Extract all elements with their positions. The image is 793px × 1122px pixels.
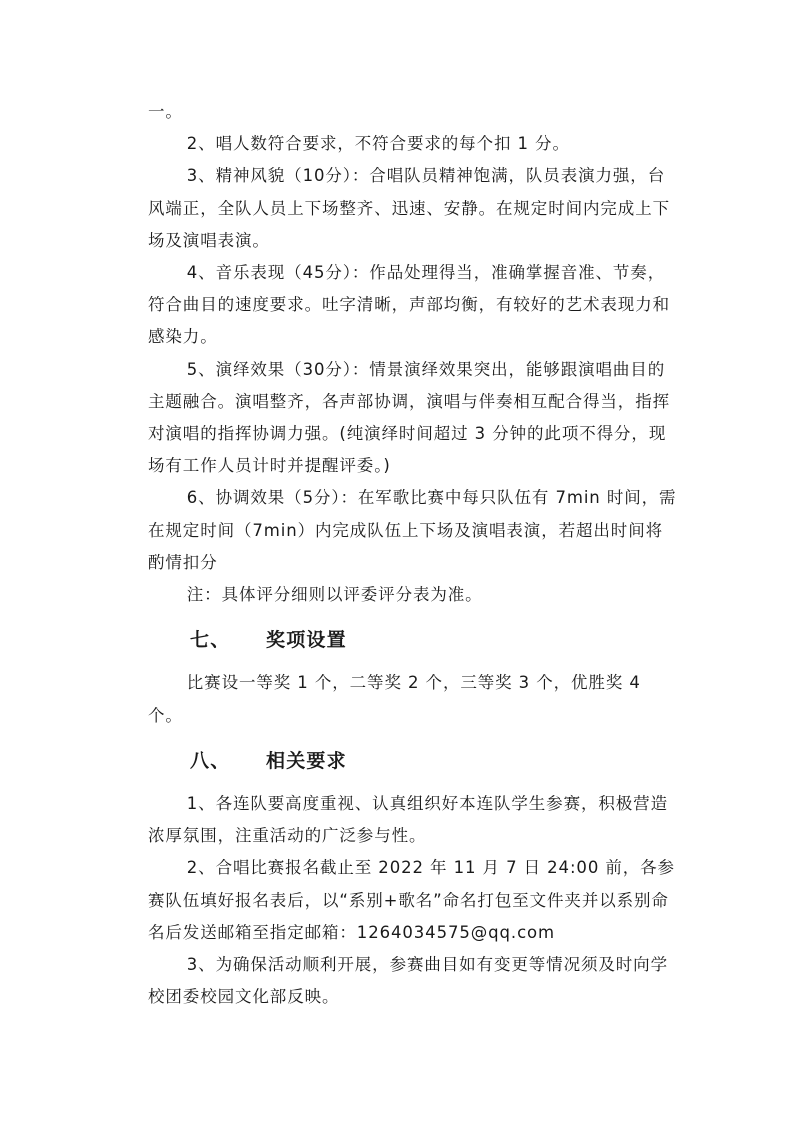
section-title: 相关要求 <box>266 749 347 772</box>
paragraph-continuation: 一。 <box>148 102 183 121</box>
paragraph-requirement-1: 1、各连队要高度重视、认真组织好本连队学生参赛，积极营造浓厚氛围，注重活动的广泛参与性。 <box>148 794 668 846</box>
spacer <box>148 732 678 745</box>
paragraph-requirement-2: 2、合唱比赛报名截止至 2022 年 11 月 7 日 24:00 前，各参赛队伍填好报名表后，以“系别+歌名”命名打包至文件夹并以系别命名后发送邮箱至指定邮箱：1264034575@qq.com <box>148 858 675 942</box>
paragraph-spirit: 3、精神风貌（10分）：合唱队员精神饱满，队员表演力强，台风端正，全队人员上下场整齐、迅速、安静。在规定时间内完成上下场及演唱表演。 <box>148 166 670 250</box>
document-body <box>148 96 678 1013</box>
section-title: 奖项设置 <box>266 629 347 652</box>
spacer <box>148 611 678 624</box>
section-heading-requirements <box>148 745 678 777</box>
paragraph-coordination: 6、协调效果（5分）：在军歌比赛中每只队伍有 7min 时间，需在规定时间（7min）内完成队伍上下场及演唱表演，若超出时间将酌情扣分 <box>148 488 677 572</box>
section-heading-awards <box>148 624 678 656</box>
section-number: 七、 <box>190 629 231 652</box>
paragraph-awards: 比赛设一等奖 1 个，二等奖 2 个，三等奖 3 个，优胜奖 4 个。 <box>148 673 641 725</box>
spacer <box>148 656 678 667</box>
spacer <box>148 777 678 788</box>
paragraph-note: 注：具体评分细则以评委评分表为准。 <box>186 585 483 605</box>
paragraph-performer-count: 2、唱人数符合要求，不符合要求的每个扣 1 分。 <box>186 134 570 154</box>
paragraph-performance: 5、演绎效果（30分）：情景演绎效果突出，能够跟演唱曲目的主题融合。演唱整齐，各声部协调，演唱与伴奏相互配合得当，指挥对演唱的指挥协调力强。(纯演绎时间超过 3 分钟的此项不得分，现场有工作人员计时并提醒评委。) <box>148 359 670 476</box>
paragraph-music: 4、音乐表现（45分）：作品处理得当，准确掌握音准、节奏，符合曲目的速度要求。吐字清晰，声部均衡，有较好的艺术表现力和感染力。 <box>148 263 670 347</box>
section-number: 八、 <box>190 749 231 772</box>
paragraph-requirement-3: 3、为确保活动顺利开展，参赛曲目如有变更等情况须及时向学校团委校园文化部反映。 <box>148 955 668 1007</box>
